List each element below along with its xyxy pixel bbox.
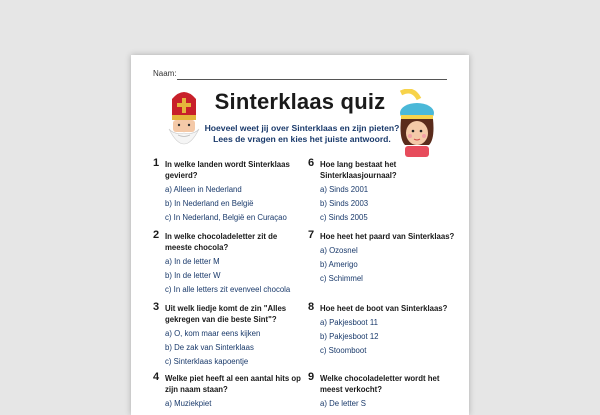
question-number: 3 [153,301,160,313]
question-2 [155,231,305,295]
answer-option[interactable]: a) Alleen in Nederland [165,185,242,194]
question-number: 4 [153,371,160,383]
answer-option[interactable]: b) Amerigo [320,260,358,269]
name-row [153,69,447,78]
name-line [177,79,447,80]
question-text: In welke chocoladeletter zit de meeste chocola? [165,232,278,252]
answer-option[interactable]: a) Sinds 2001 [320,185,369,194]
question-text: In welke landen wordt Sinterklaas gevierd? [165,160,290,180]
question-text: Hoe lang bestaat het Sinterklaasjournaal? [320,160,397,180]
answer-option[interactable]: a) O, kom maar eens kijken [165,329,261,338]
answer-option[interactable]: c) In alle letters zit evenveel chocola [165,285,291,294]
question-number: 7 [308,229,315,241]
question-6 [310,159,460,223]
question-number: 9 [308,371,315,383]
question-number: 6 [308,157,315,169]
worksheet-page [131,55,469,415]
answer-option[interactable]: b) Pakjesboot 12 [320,332,379,341]
answer-option[interactable]: c) Schimmel [320,274,363,283]
question-text: Welke chocoladeletter wordt het meest verkocht? [320,374,440,394]
answer-option[interactable]: a) Pakjesboot 11 [320,318,378,327]
question-7 [310,231,460,284]
page-subtitle: Hoeveel weet jij over Sinterklaas en zijn pieten? Lees de vragen en kies het juiste antwoord. [204,123,400,144]
question-4 [155,373,305,409]
question-9 [310,373,460,409]
answer-option[interactable]: a) De letter S [320,399,366,408]
question-number: 2 [153,229,160,241]
answer-option[interactable]: b) In Nederland en België [165,199,254,208]
page-title: Sinterklaas quiz [214,89,386,114]
answer-option[interactable]: c) Sinds 2005 [320,213,368,222]
question-text: Welke piet heeft al een aantal hits op zijn naam staan? [165,374,301,394]
question-1 [155,159,305,223]
answer-option[interactable]: c) In Nederland, België en Curaçao [165,213,287,222]
answer-option[interactable]: a) Ozosnel [320,246,358,255]
question-text: Hoe heet de boot van Sinterklaas? [320,304,448,313]
question-8 [310,303,460,356]
answer-option[interactable]: a) Muziekpiet [165,399,212,408]
answer-option[interactable]: b) In de letter W [165,271,221,280]
question-text: Hoe heet het paard van Sinterklaas? [320,232,455,241]
question-number: 1 [153,157,160,169]
answer-option[interactable]: a) In de letter M [165,257,220,266]
question-number: 8 [308,301,315,313]
question-3 [155,303,305,367]
answer-option[interactable]: b) De zak van Sinterklaas [165,343,254,352]
name-label: Naam: [153,69,177,78]
answer-option[interactable]: c) Sinterklaas kapoentje [165,357,249,366]
answer-option[interactable]: b) Sinds 2003 [320,199,369,208]
answer-option[interactable]: c) Stoomboot [320,346,367,355]
question-text: Uit welk liedje komt de zin "Alles gekregen van die beste Sint"? [165,304,287,324]
